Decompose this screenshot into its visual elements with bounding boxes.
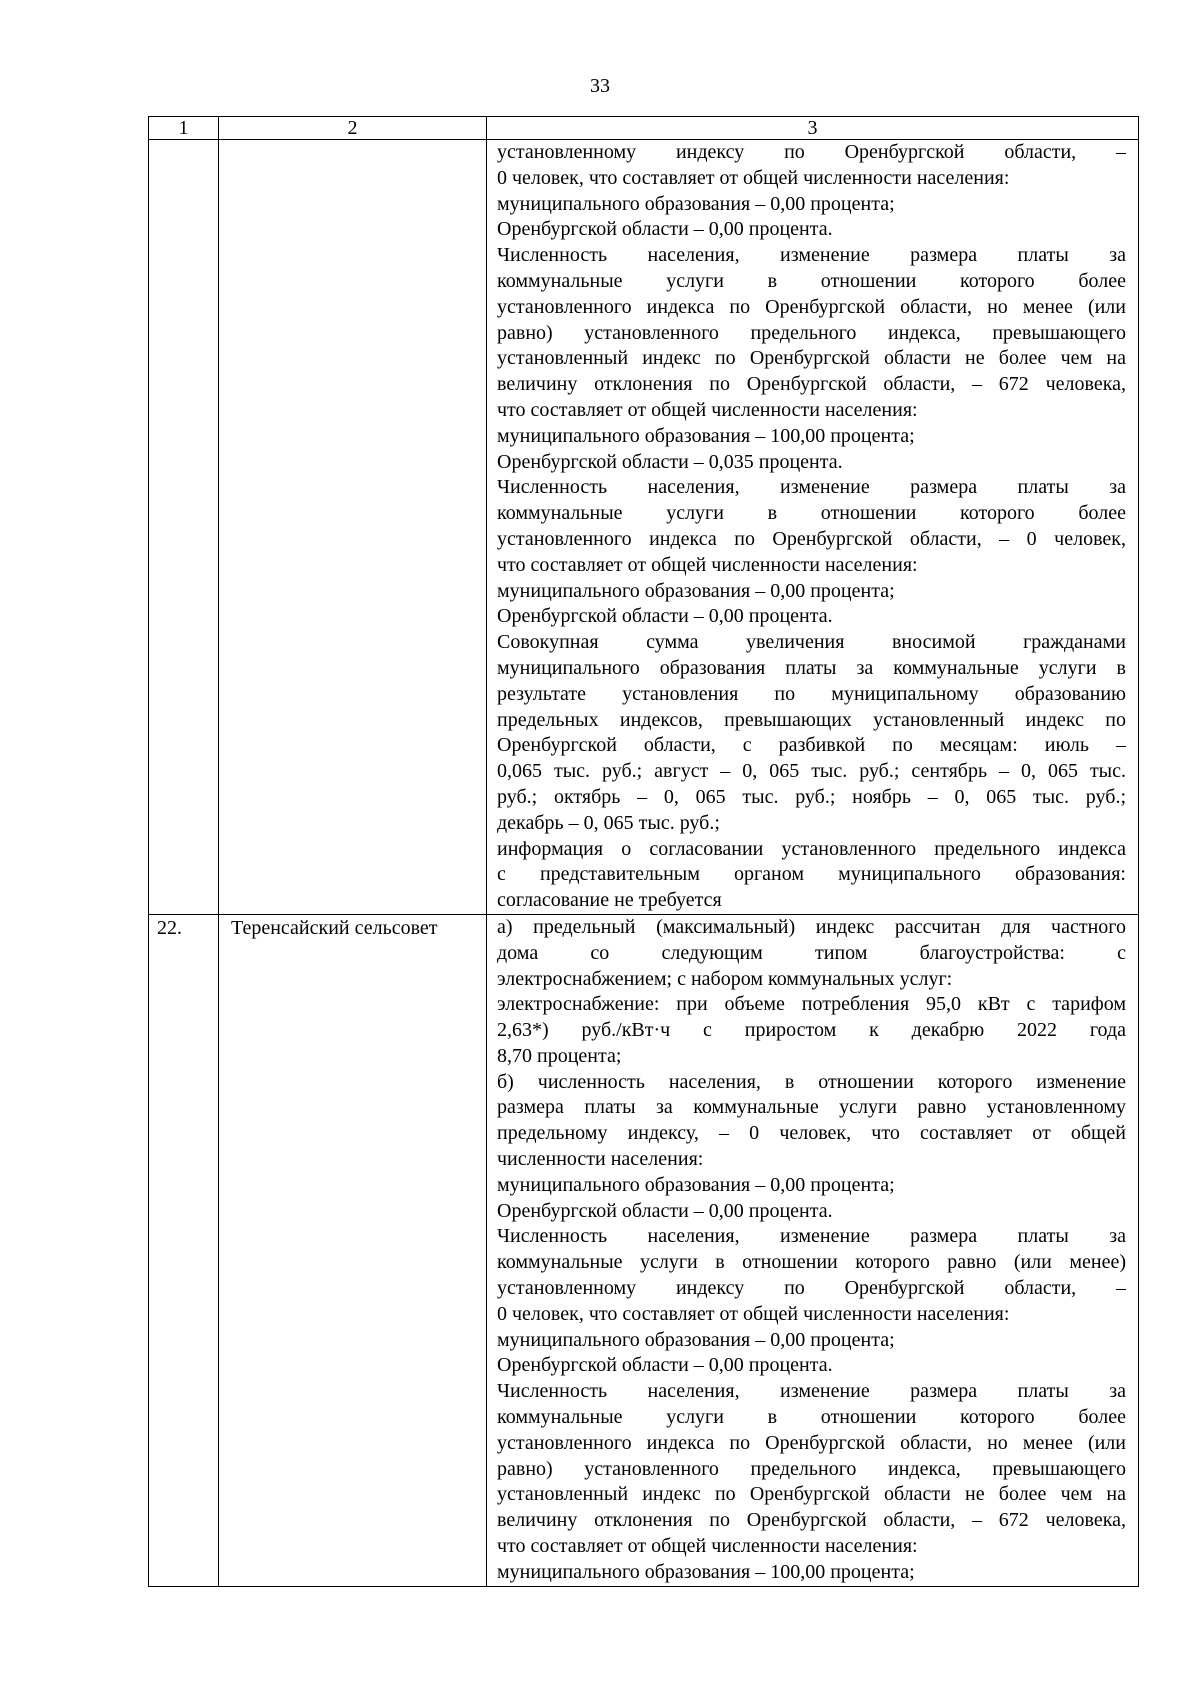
municipality-name-cell (219, 140, 487, 915)
text-line: Оренбургской области – 0,00 процента. (497, 1354, 833, 1377)
text-line: установленный индекс по Оренбургской области не более чем на (497, 347, 1126, 370)
text-line: что составляет от общей численности населения: (497, 1535, 918, 1558)
text-line: Оренбургской области, с разбивкой по месяцам: июль – (497, 734, 1126, 757)
document-table (148, 116, 1139, 1587)
text-line: величину отклонения по Оренбургской области, – 672 человека, (497, 373, 1126, 396)
text-line: Численность населения, изменение размера платы за (497, 1225, 1126, 1248)
text-line: величину отклонения по Оренбургской области, – 672 человека, (497, 1509, 1126, 1532)
text-line: муниципального образования – 0,00 процента; (497, 192, 895, 215)
text-line: равно) установленного предельного индекса, превышающего (497, 321, 1126, 344)
text-line: Совокупная сумма увеличения вносимой гражданами (497, 631, 1126, 654)
text-line: Численность населения, изменение размера платы за (497, 476, 1126, 499)
table-row (149, 140, 1139, 915)
text-line: что составляет от общей численности населения: (497, 553, 918, 576)
text-line: Оренбургской области – 0,00 процента. (497, 218, 833, 241)
page-number: 33 (590, 75, 610, 97)
text-line: муниципального образования платы за коммунальные услуги в (497, 656, 1126, 679)
text-line: предельных индексов, превышающих установленный индекс по (497, 708, 1126, 731)
text-line: электроснабжением; с набором коммунальных услуг: (497, 967, 953, 990)
text-line: коммунальные услуги в отношении которого более (497, 502, 1126, 525)
text-line: б) численность населения, в отношении которого изменение (497, 1070, 1126, 1093)
text-line: установленного индекса по Оренбургской области, но менее (или (497, 295, 1126, 318)
text-line: муниципального образования – 100,00 процента; (497, 1560, 915, 1583)
text-line: муниципального образования – 0,00 процента; (497, 1173, 895, 1196)
text-line: 8,70 процента; (497, 1044, 622, 1067)
text-line: установленный индекс по Оренбургской области не более чем на (497, 1483, 1126, 1506)
text-line: Численность населения, изменение размера платы за (497, 1380, 1126, 1403)
text-line: Оренбургской области – 0,00 процента. (497, 605, 833, 628)
column-header-3: 3 (487, 117, 1139, 140)
row-text-cell (487, 914, 1139, 1586)
text-line: численности населения: (497, 1148, 704, 1171)
text-line: согласование не требуется (497, 889, 722, 912)
text-line: предельному индексу, – 0 человек, что составляет от общей (497, 1122, 1126, 1145)
column-header-1: 1 (149, 117, 219, 140)
text-line: декабрь – 0, 065 тыс. руб.; (497, 811, 720, 834)
text-line: 0,065 тыс. руб.; август – 0, 065 тыс. руб.; сентябрь – 0, 065 тыс. (497, 760, 1126, 783)
text-line: равно) установленного предельного индекса, превышающего (497, 1457, 1126, 1480)
text-line: установленному индексу по Оренбургской области, – (497, 1277, 1126, 1300)
row-number-cell (149, 140, 219, 915)
table-header-row (149, 117, 1139, 140)
text-line: муниципального образования – 100,00 процента; (497, 424, 915, 447)
text-line: 2,63*) руб./кВт·ч с приростом к декабрю 2022 года (497, 1019, 1126, 1042)
municipality-name-cell: Теренсайский сельсовет (219, 914, 487, 1586)
text-line: муниципального образования – 0,00 процента; (497, 1328, 895, 1351)
text-line: а) предельный (максимальный) индекс рассчитан для частного (497, 915, 1126, 938)
text-line: установленного индекса по Оренбургской области, но менее (или (497, 1431, 1126, 1454)
text-line: что составляет от общей численности населения: (497, 398, 918, 421)
text-line: Оренбургской области – 0,00 процента. (497, 1199, 833, 1222)
row-number-cell: 22. (149, 914, 219, 1586)
text-line: коммунальные услуги в отношении которого равно (или менее) (497, 1251, 1126, 1274)
text-line: муниципального образования – 0,00 процента; (497, 579, 895, 602)
row-text-cell (487, 140, 1139, 915)
text-line: Оренбургской области – 0,035 процента. (497, 450, 843, 473)
text-line: установленному индексу по Оренбургской области, – (497, 141, 1126, 163)
table-row (149, 914, 1139, 1586)
text-line: размера платы за коммунальные услуги равно установленному (497, 1096, 1126, 1119)
text-line: дома со следующим типом благоустройства: с (497, 941, 1126, 964)
text-line: с представительным органом муниципального образования: (497, 863, 1126, 886)
text-line: 0 человек, что составляет от общей численности населения: (497, 1302, 1010, 1325)
text-line: результате установления по муниципальному образованию (497, 682, 1126, 705)
text-line: руб.; октябрь – 0, 065 тыс. руб.; ноябрь – 0, 065 тыс. руб.; (497, 785, 1126, 808)
text-line: электроснабжение: при объеме потребления 95,0 кВт с тарифом (497, 993, 1126, 1016)
text-line: коммунальные услуги в отношении которого более (497, 1406, 1126, 1429)
text-line: установленного индекса по Оренбургской области, – 0 человек, (497, 527, 1126, 550)
text-line: Численность населения, изменение размера платы за (497, 244, 1126, 267)
text-line: информация о согласовании установленного предельного индекса (497, 837, 1126, 860)
column-header-2: 2 (219, 117, 487, 140)
text-line: 0 человек, что составляет от общей численности населения: (497, 166, 1010, 189)
text-line: коммунальные услуги в отношении которого более (497, 269, 1126, 292)
